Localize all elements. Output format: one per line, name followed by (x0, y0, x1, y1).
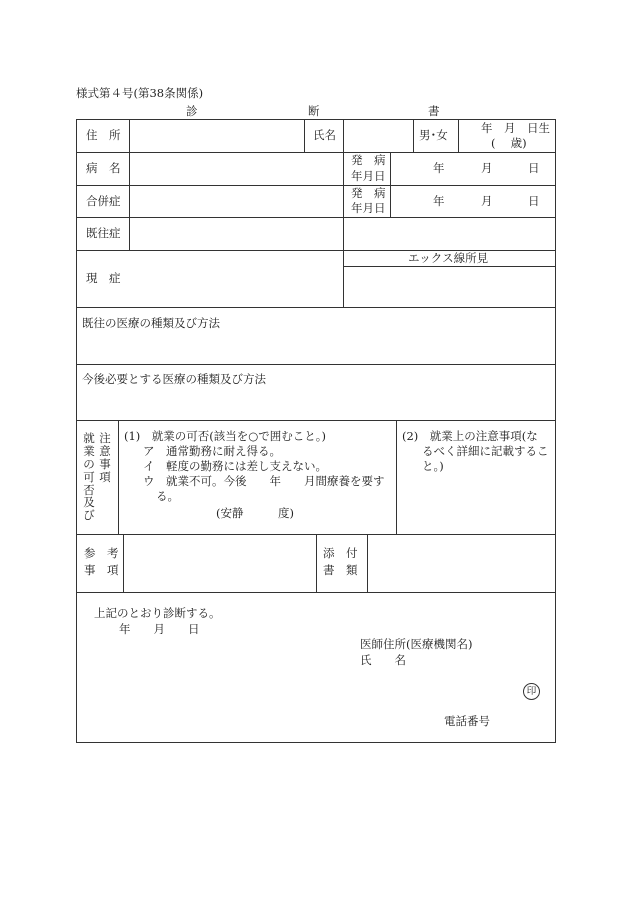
past-treatment-label: 既往の医療の種類及び方法 (82, 316, 220, 330)
onset-label: 発 病 (351, 153, 386, 167)
address-label: 住 所 (86, 128, 121, 142)
col-divider (304, 119, 305, 152)
doctor-name-label: 氏 名 (360, 653, 406, 667)
rest-level: (安静 度) (216, 506, 294, 520)
disease-label: 病 名 (86, 161, 121, 175)
employment-option-u-cont: る。 (156, 489, 179, 503)
col-divider (118, 420, 119, 534)
attachment-label: 書 類 (323, 563, 358, 577)
onset-year: 年 (433, 194, 445, 208)
onset-year: 年 (433, 161, 445, 175)
employment-item2-line2: るべく詳細に記載するこ (422, 444, 549, 458)
sex-label: 男･女 (419, 128, 448, 142)
employment-item2-line3: と。) (422, 459, 444, 473)
col-divider (413, 119, 414, 152)
col-divider (396, 420, 397, 534)
xray-divider (343, 266, 556, 267)
name-label: 氏名 (313, 128, 336, 142)
employment-side-label-col2: 注 意 事 項 (99, 431, 111, 484)
row-divider (76, 364, 556, 365)
onset-day: 日 (528, 194, 540, 208)
complication-label: 合併症 (86, 194, 121, 208)
col-divider (316, 534, 317, 592)
history-label: 既往症 (86, 226, 121, 240)
col-divider (390, 152, 391, 217)
doctor-address-label: 医師住所(医療機関名) (360, 637, 473, 651)
col-divider (129, 119, 130, 250)
reference-label: 参 考 (84, 546, 119, 560)
row-divider (76, 307, 556, 308)
future-treatment-label: 今後必要とする医療の種類及び方法 (82, 372, 266, 386)
title-char-1: 診 (186, 104, 198, 118)
title-char-2: 断 (308, 104, 320, 118)
col-divider (367, 534, 368, 592)
employment-side-label-col1: 就 業 の 可 否 及 び (83, 431, 95, 523)
form-number: 様式第４号(第38条関係) (76, 86, 204, 100)
row-divider (76, 217, 556, 218)
employment-item1-title: (1) 就業の可否(該当を○で囲むこと。) (124, 429, 327, 443)
onset-day: 日 (528, 161, 540, 175)
title-char-3: 書 (428, 104, 440, 118)
onset-month: 月 (481, 161, 493, 175)
row-divider (76, 592, 556, 593)
birth-date-label: 年 月 日生 (481, 121, 550, 135)
onset-label: 年月日 (351, 201, 386, 215)
row-divider (76, 152, 556, 153)
phone-label: 電話番号 (444, 714, 490, 728)
reference-label: 事 項 (84, 563, 119, 577)
employment-option-u: ウ 就業不可。今後 年 月間療養を要す (143, 474, 385, 488)
certification-date: 年 月 日 (119, 622, 200, 636)
col-divider (123, 534, 124, 592)
onset-label: 年月日 (351, 169, 386, 183)
current-symptoms-label: 現 症 (86, 271, 121, 285)
certification-statement: 上記のとおり診断する。 (94, 606, 221, 620)
employment-option-i: イ 軽度の勤務には差し支えない。 (143, 459, 327, 473)
row-divider (76, 185, 556, 186)
col-divider (458, 119, 459, 152)
attachment-label: 添 付 (323, 546, 358, 560)
col-divider (343, 119, 344, 307)
employment-item2-line1: (2) 就業上の注意事項(な (402, 429, 538, 443)
row-divider (76, 420, 556, 421)
employment-option-a: ア 通常勤務に耐え得る。 (143, 444, 281, 458)
onset-label: 発 病 (351, 186, 386, 200)
xray-label: エックス線所見 (408, 251, 489, 265)
age-label: ( 歳) (491, 136, 527, 150)
onset-month: 月 (481, 194, 493, 208)
seal-icon: 印 (523, 683, 540, 700)
